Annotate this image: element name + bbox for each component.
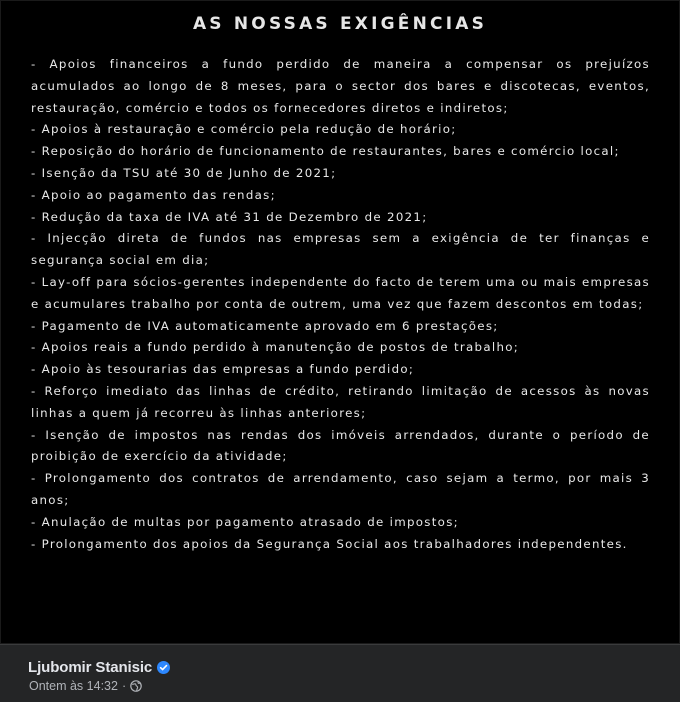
post-timestamp-link[interactable]: Ontem às 14:32 (29, 679, 118, 693)
globe-icon[interactable] (130, 680, 142, 692)
demand-item: - Apoios à restauração e comércio pela redução de horário; (31, 122, 457, 137)
demand-item: - Anulação de multas por pagamento atrasado de impostos; (31, 514, 459, 529)
demand-item: - Lay-off para sócios-gerentes independente do facto de terem uma ou mais empresas e acumulares trabalho por conta de outrem, uma vez que fazem descontos em todas; (31, 274, 650, 311)
demand-item: - Prolongamento dos apoios da Segurança Social aos trabalhadores independentes. (31, 536, 628, 551)
demand-item: - Isenção de impostos nas rendas dos imóveis arrendados, durante o período de proibição de exercício da atividade; (31, 427, 650, 464)
demand-item: - Reposição do horário de funcionamento de restaurantes, bares e comércio local; (31, 144, 620, 159)
demands-list (31, 54, 650, 555)
verified-badge-icon (157, 661, 170, 674)
demand-item: - Pagamento de IVA automaticamente aprovado em 6 prestações; (31, 318, 499, 333)
demand-item: - Apoios financeiros a fundo perdido de maneira a compensar os prejuízos acumulados ao longo de 8 meses, para o sector dos bares e discotecas, eventos, restauração, comércio e todos os fornecedores diretos e indiretos; (31, 57, 650, 115)
image-title: AS NOSSAS EXIGÊNCIAS (192, 14, 488, 34)
author-row (28, 658, 170, 676)
demand-item: - Apoio ao pagamento das rendas; (31, 187, 276, 202)
demand-item: - Apoios reais a fundo perdido à manutenção de postos de trabalho; (31, 340, 520, 355)
demand-item: - Reforço imediato das linhas de crédito, retirando limitação de acessos às novas linhas a quem já recorreu às linhas anteriores; (31, 383, 650, 420)
post-meta (29, 679, 142, 693)
author-name-link[interactable]: Ljubomir Stanisic (28, 658, 153, 676)
demand-item: - Apoio às tesourarias das empresas a fundo perdido; (31, 362, 415, 377)
meta-separator: · (121, 679, 127, 693)
demand-item: - Isenção da TSU até 30 de Junho de 2021; (31, 165, 337, 180)
demand-item: - Injecção direta de fundos nas empresas sem a exigência de ter finanças e segurança social em dia; (31, 231, 650, 268)
post-footer (0, 644, 680, 702)
demand-item: - Prolongamento dos contratos de arrendamento, caso sejam a termo, por mais 3 anos; (31, 471, 650, 507)
demand-item: - Redução da taxa de IVA até 31 de Dezembro de 2021; (31, 209, 428, 224)
